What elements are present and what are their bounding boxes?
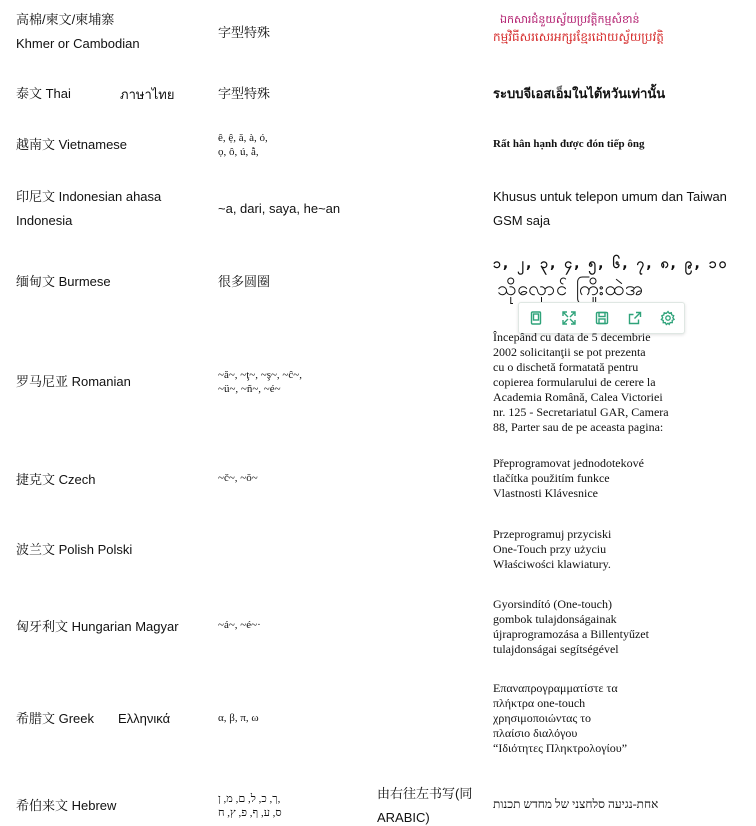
sample-hungarian-line-2: gombok tulajdonságainak [493, 612, 617, 626]
chars-hebrew-line-2: ס, ע, ף, פ, ץ, ח [218, 807, 282, 819]
sample-greek [493, 681, 627, 756]
sample-indonesian-line-1: Khusus untuk telepon umum dan Taiwan [493, 189, 727, 204]
lang-name-hebrew: 希伯来文 Hebrew [16, 798, 117, 813]
expand-button[interactable] [558, 307, 580, 329]
sample-hebrew: אחת-נגיעה סלחצני של מחדש תכנות [493, 797, 659, 811]
sample-khmer-line-2: កម្មវិធីសរសេរអក្សរខ្មែរដោយស្វ័យប្រវត្តិ [493, 30, 664, 44]
sample-thai: ระบบจีเอสเอ็มในไต้หวันเท่านั้น [493, 86, 666, 101]
copy-button[interactable] [525, 307, 547, 329]
sample-greek-line-5: “Ιδιότητες Πληκτρολογίου” [493, 741, 628, 755]
sample-romanian-line-3: cu o dischetă formatată pentru [493, 360, 639, 374]
chars-hebrew [218, 792, 282, 820]
sample-greek-line-3: χρησιμοποιώντας το [493, 711, 592, 725]
sample-czech-line-2: tlačítka použitím funkce [493, 471, 610, 485]
sample-greek-line-4: πλαίσιο διαλόγου [493, 726, 578, 740]
sample-polish-line-2: One-Touch przy użyciu [493, 542, 607, 556]
lang-name-czech: 捷克文 Czech [16, 472, 96, 487]
sample-romanian-line-6: nr. 125 - Secretariatul GAR, Camera [493, 405, 669, 419]
lang-name-burmese: 缅甸文 Burmese [16, 274, 111, 289]
save-button[interactable] [591, 307, 613, 329]
lang-name-indonesian: 印尼文 Indonesian ahasa [16, 189, 162, 204]
sample-romanian-line-4: copierea formularului de cerere la [493, 375, 656, 389]
chars-vietnamese [218, 131, 268, 159]
chars-greek: α, β, π, ω [218, 712, 259, 724]
sample-romanian-line-1: Începând cu data de 5 decembrie [493, 330, 651, 344]
sample-romanian-line-2: 2002 solicitanţii se pot prezenta [493, 345, 646, 359]
chars-romanian-line-2: ~ü~, ~ñ~, ~é~ [218, 383, 281, 395]
sample-polish [493, 527, 611, 572]
lang-name-greek: 希腊文 Greek [16, 711, 95, 726]
sample-hungarian-line-1: Gyorsindító (One-touch) [493, 597, 612, 611]
note-burmese: 很多圆圈 [218, 274, 271, 289]
lang-name-khmer: 高棉/柬文/柬埔寨 [16, 12, 115, 27]
sample-greek-line-2: πλήκτρα one-touch [493, 696, 586, 710]
lang-name-vietnamese: 越南文 Vietnamese [16, 137, 128, 152]
chars-czech: ~č~, ~ŏ~ [218, 472, 258, 484]
sample-greek-line-1: Επαναπρογραμματίστε τα [493, 681, 618, 695]
note-khmer: 字型特殊 [218, 25, 271, 40]
lang-name-romanian: 罗马尼亚 Romanian [16, 374, 131, 389]
sample-khmer-line-1: ឯកសារជំនួយស្វ័យប្រវត្តិកម្មសំខាន់ [500, 14, 640, 26]
chars-vietnamese-line-1: ê, ệ, ă, à, ó, [218, 132, 268, 144]
sample-romanian [493, 330, 669, 435]
note-thai: 字型特殊 [218, 86, 271, 101]
note-hebrew-line-1: 由右往左书写(同 [377, 786, 473, 801]
sample-burmese-line-2: သိုလှောင် ကြိုးထဲအ [497, 276, 645, 300]
sample-burmese-line-1: ၁, ၂, ၃, ၄, ၅, ၆, ၇, ၈, ၉, ၁၀ [493, 256, 729, 272]
lang-name-polish: 波兰文 Polish Polski [16, 542, 133, 557]
lang-name-hungarian: 匈牙利文 Hungarian Magyar [16, 619, 179, 634]
lang-name-indonesian-2: Indonesia [16, 213, 73, 228]
sample-czech-line-1: Přeprogramovat jednodotekové [493, 456, 644, 470]
sample-indonesian-line-2: GSM saja [493, 213, 551, 228]
sample-hungarian-line-4: tulajdonságai segítségével [493, 642, 619, 656]
chars-romanian-line-1: ~ă~, ~ţ~, ~ş~, ~ĉ~, [218, 369, 302, 381]
sample-hungarian [493, 597, 649, 657]
chars-romanian [218, 368, 302, 396]
share-button[interactable] [624, 307, 646, 329]
note-hebrew-line-2: ARABIC) [377, 810, 430, 825]
sample-polish-line-3: Właściwości klawiatury. [493, 557, 611, 571]
lang-name-khmer-en: Khmer or Cambodian [16, 36, 140, 51]
chars-indonesian: ~a, dari, saya, he~an [218, 201, 341, 216]
lang-native-greek: Ελληνικά [118, 711, 171, 726]
sample-romanian-line-7: 88, Parter sau de pe aceasta pagina: [493, 420, 664, 434]
save-icon [594, 310, 610, 326]
chars-vietnamese-line-2: ọ, ô, ú, ẫ, [218, 146, 259, 158]
lang-native-thai: ภาษาไทย [120, 87, 175, 102]
sample-romanian-line-5: Academia Română, Calea Victoriei [493, 390, 663, 404]
sample-czech [493, 456, 644, 501]
sample-vietnamese: Rất hân hạnh được đón tiếp ông [493, 138, 645, 150]
share-icon [627, 310, 643, 326]
sample-polish-line-1: Przeprogramuj przyciski [493, 527, 612, 541]
sample-hungarian-line-3: újraprogramozása a Billentyűzet [493, 627, 649, 641]
settings-button[interactable] [657, 307, 679, 329]
copy-icon [528, 310, 544, 326]
expand-icon [561, 310, 577, 326]
chars-hebrew-line-1: ך, כ, ל, ם, מ, ן, [218, 793, 281, 805]
chars-hungarian: ~á~, ~é~· [218, 619, 261, 631]
lang-name-thai: 泰文 Thai [16, 86, 71, 101]
sample-czech-line-3: Vlastnosti Klávesnice [493, 486, 598, 500]
settings-icon [660, 310, 676, 326]
